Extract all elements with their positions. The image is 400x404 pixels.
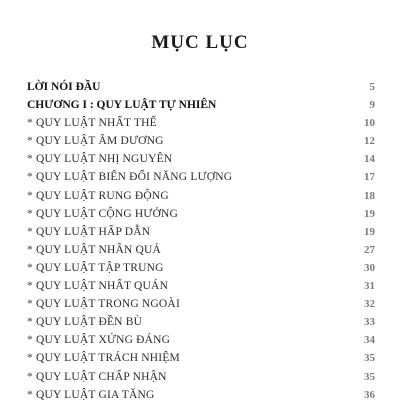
toc-page-number: 34 xyxy=(364,334,375,347)
asterisk-bullet-icon: * xyxy=(27,243,33,256)
toc-entry-text: CHƯƠNG I : QUY LUẬT TỰ NHIÊN xyxy=(27,99,217,112)
toc-page-number: 27 xyxy=(364,243,375,256)
toc-entry-text: QUY LUẬT TẬP TRUNG xyxy=(35,261,164,274)
toc-entry-text: QUY LUẬT NHẤT QUÁN xyxy=(35,280,169,293)
toc-entry xyxy=(27,386,375,404)
toc-entry-text: QUY LUẬT BIẾN ĐỔI NĂNG LƯỢNG xyxy=(35,171,233,184)
toc-entry-label xyxy=(27,205,178,223)
toc-entry-text: QUY LUẬT NHỊ NGUYÊN xyxy=(35,153,173,166)
toc-entry-text: QUY LUẬT NHÂN QUẢ xyxy=(35,243,162,256)
toc-entry-text: QUY LUẬT TRÁCH NHIỆM xyxy=(35,352,180,365)
toc-entry xyxy=(27,295,375,313)
toc-entry xyxy=(27,259,375,277)
toc-entry-text: QUY LUẬT ĐỀN BÙ xyxy=(35,316,143,329)
toc-entry-label xyxy=(27,150,172,168)
toc-entry-text: LỜI NÓI ĐẦU xyxy=(27,81,101,93)
toc-page-number: 18 xyxy=(364,189,375,202)
toc-entry xyxy=(27,168,375,186)
toc-entry-label xyxy=(27,295,180,313)
toc-entry xyxy=(27,205,375,223)
toc-entry-label xyxy=(27,386,154,404)
toc-entry xyxy=(27,349,375,367)
toc-entry-label xyxy=(27,241,161,259)
toc-page-number: 19 xyxy=(364,225,375,238)
toc-entry-label xyxy=(27,96,216,114)
asterisk-bullet-icon: * xyxy=(27,261,33,274)
toc-page-number: 14 xyxy=(364,153,375,166)
toc-entry xyxy=(27,187,375,205)
toc-page-number: 9 xyxy=(369,99,375,112)
asterisk-bullet-icon: * xyxy=(27,298,33,311)
toc-entry-label xyxy=(27,313,142,331)
toc-entry xyxy=(27,368,375,386)
toc-page-number: 30 xyxy=(364,261,375,274)
toc-entry-label xyxy=(27,223,150,241)
toc-entry-text: QUY LUẬT CHẤP NHẬN xyxy=(35,370,167,383)
asterisk-bullet-icon: * xyxy=(27,352,33,365)
asterisk-bullet-icon: * xyxy=(27,207,33,220)
asterisk-bullet-icon: * xyxy=(27,370,33,383)
table-of-contents xyxy=(27,78,375,404)
toc-heading xyxy=(27,96,375,114)
toc-entry-label xyxy=(27,277,168,295)
asterisk-bullet-icon: * xyxy=(27,189,33,202)
toc-entry-label xyxy=(27,331,170,349)
toc-entry-text: QUY LUẬT ÂM DƯƠNG xyxy=(35,135,164,148)
page-title: MỤC LỤC xyxy=(151,32,249,53)
toc-page-number: 33 xyxy=(364,316,375,329)
toc-entry-label xyxy=(27,114,157,132)
toc-entry-label xyxy=(27,78,100,96)
asterisk-bullet-icon: * xyxy=(27,388,33,401)
asterisk-bullet-icon: * xyxy=(27,316,33,329)
toc-entry xyxy=(27,241,375,259)
toc-entry-text: QUY LUẬT NHẤT THỂ xyxy=(35,117,157,130)
asterisk-bullet-icon: * xyxy=(27,334,33,347)
asterisk-bullet-icon: * xyxy=(27,280,33,293)
toc-heading xyxy=(27,78,375,96)
toc-entry-text: QUY LUẬT HẤP DẪN xyxy=(35,225,151,238)
toc-entry-text: QUY LUẬT CỘNG HƯỞNG xyxy=(35,207,179,220)
asterisk-bullet-icon: * xyxy=(27,135,33,148)
toc-entry-label xyxy=(27,187,169,205)
toc-entry-text: QUY LUẬT TRONG NGOÀI xyxy=(35,298,180,311)
toc-page-number: 31 xyxy=(364,280,375,293)
toc-entry xyxy=(27,132,375,150)
asterisk-bullet-icon: * xyxy=(27,117,33,130)
toc-page-number: 19 xyxy=(364,207,375,220)
toc-entry-label xyxy=(27,132,164,150)
toc-entry-label xyxy=(27,349,180,367)
toc-entry-text: QUY LUẬT RUNG ĐỘNG xyxy=(35,189,169,202)
toc-entry xyxy=(27,114,375,132)
toc-entry-text: QUY LUẬT XỨNG ĐÁNG xyxy=(35,334,171,347)
toc-page-number: 36 xyxy=(364,388,375,401)
toc-page-number: 32 xyxy=(364,298,375,311)
toc-page-number: 35 xyxy=(364,352,375,365)
toc-page-number: 35 xyxy=(364,370,375,383)
toc-entry-label xyxy=(27,259,164,277)
toc-page-number: 5 xyxy=(369,81,375,93)
toc-entry xyxy=(27,223,375,241)
asterisk-bullet-icon: * xyxy=(27,153,33,166)
toc-entry xyxy=(27,331,375,349)
toc-page-number: 17 xyxy=(364,171,375,184)
toc-page-number: 12 xyxy=(364,135,375,148)
toc-entry xyxy=(27,150,375,168)
toc-entry xyxy=(27,277,375,295)
toc-entry xyxy=(27,313,375,331)
toc-entry-text: QUY LUẬT GIA TĂNG xyxy=(35,388,155,401)
toc-page-number: 10 xyxy=(364,117,375,130)
toc-entry-label xyxy=(27,368,167,386)
asterisk-bullet-icon: * xyxy=(27,171,33,184)
asterisk-bullet-icon: * xyxy=(27,225,33,238)
toc-entry-label xyxy=(27,168,232,186)
